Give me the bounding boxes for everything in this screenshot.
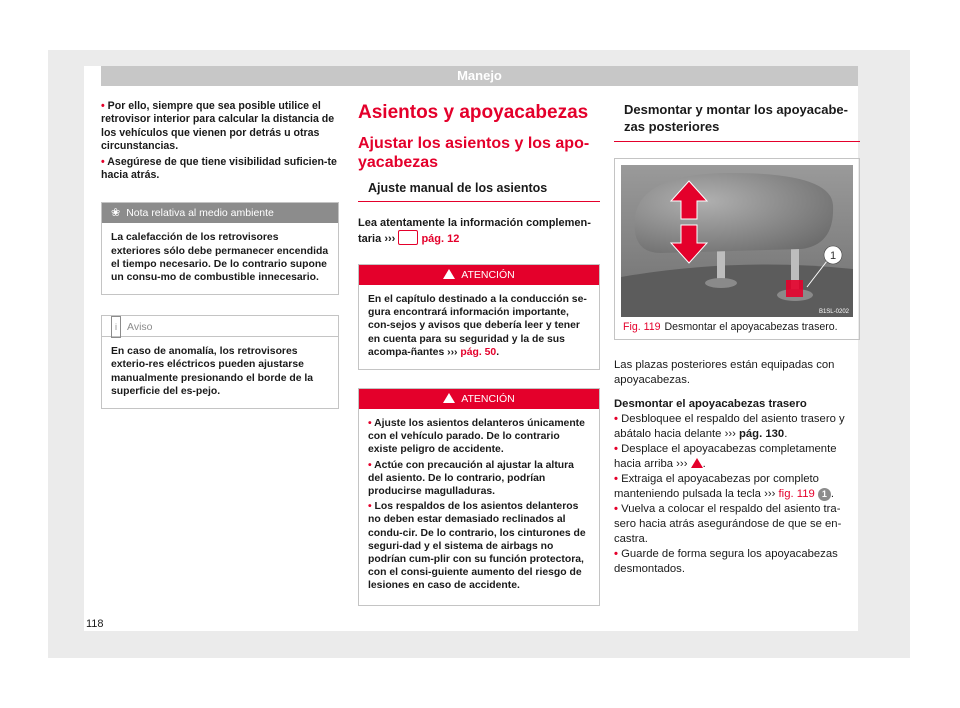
list-item: • Ajuste los asientos delanteros únicamente con el vehículo parado. De lo contrario existe peligro de accidente. (368, 418, 585, 456)
list-item: • Extraiga el apoyacabezas por completo manteniendo pulsada la tecla ››› fig. 119 1 . (614, 473, 835, 500)
notice-box (101, 315, 339, 409)
notice-title: Aviso (127, 321, 153, 334)
running-header: Manejo (101, 66, 858, 86)
section-title: Asientos y apoyacabezas (358, 102, 589, 123)
topic-title: Ajuste manual de los asientos (358, 180, 600, 202)
bullet-icon: • (368, 418, 372, 430)
list-item: • Desplace el apoyacabezas completamente hacia arriba ››› . (614, 443, 837, 470)
warning-icon (443, 269, 455, 279)
subsection-title: Ajustar los asientos y los apo-yacabezas (358, 135, 590, 171)
column-middle (358, 100, 600, 606)
list-item: • Por ello, siempre que sea posible utilice el retrovisor interior para calcular la distancia de los vehículos que vienen por detrás u otras circunstancias. (101, 100, 335, 153)
column-right (614, 100, 860, 577)
procedure-title: Desmontar el apoyacabezas trasero (614, 398, 807, 410)
topic-title: Desmontar y montar los apoyacabe-zas posteriores (614, 101, 860, 142)
page-link[interactable]: pág. 50 (460, 346, 497, 358)
environment-note-text: La calefacción de los retrovisores exteriores sólo debe permanecer encendida el tiempo necesario. De lo contrario supone un consu-mo de combustible innecesario. (111, 232, 329, 284)
bullet-icon: • (101, 100, 105, 112)
page-link[interactable]: pág. 130 (739, 428, 785, 440)
leaf-icon: ❀ (111, 207, 121, 220)
body-text (614, 358, 860, 577)
figure-callout: 1 (829, 250, 837, 262)
bullet-icon: • (614, 473, 618, 485)
book-icon (398, 230, 418, 245)
environment-note-title: Nota relativa al medio ambiente (126, 207, 274, 220)
callout-badge: 1 (818, 488, 831, 501)
bullet-icon: • (368, 459, 372, 471)
page-link[interactable]: pág. 12 (421, 233, 460, 245)
bullet-icon: • (368, 501, 372, 513)
warning-header: ATENCIÓN (359, 389, 599, 409)
notice-text: En caso de anomalía, los retrovisores exterio-res eléctricos pueden ajustarse manualmente presionando el borde de la superficie del es-pejo. (111, 346, 314, 397)
figure-box (614, 158, 860, 340)
column-left (101, 100, 339, 409)
bullet-icon: • (614, 443, 618, 455)
warning-icon (443, 393, 455, 403)
figure-label: Fig. 119 (623, 321, 661, 333)
figure-link[interactable]: fig. 119 (778, 488, 815, 500)
lead-paragraph: Lea atentamente la información complemen-taria ››› pág. 12 (358, 217, 591, 245)
warning-text (359, 409, 599, 605)
environment-note-header (102, 203, 338, 223)
figure-caption: Fig. 119 Desmontar el apoyacabezas trasero. (623, 321, 838, 333)
bullet-icon: • (614, 413, 618, 425)
bullet-icon: • (614, 503, 618, 515)
info-icon: i (111, 316, 121, 338)
intro-paragraph: Las plazas posteriores están equipadas con apoyacabezas. (614, 359, 835, 386)
notice-header (102, 316, 338, 337)
list-item: • Los respaldos de los asientos delanteros no deben estar demasiado reclinados al condu-cir. De lo contrario, los cinturones de seguri-dad y el sistema de airbags no podrían cum-plir con su función protectora, con el consi-guiente aumento del riesgo de lesiones en caso de accidente. (368, 501, 586, 592)
warning-header: ATENCIÓN (359, 265, 599, 285)
environment-note-box (101, 202, 339, 295)
page-number: 118 (86, 618, 104, 630)
bullet-icon: • (614, 548, 618, 560)
headrest-illustration (621, 165, 853, 317)
warning-icon (691, 458, 703, 468)
list-item: • Asegúrese de que tiene visibilidad suficien-te hacia atrás. (101, 155, 337, 182)
list-item: • Guarde de forma segura los apoyacabezas desmontados. (614, 548, 838, 575)
warning-text: En el capítulo destinado a la conducción se-gura encontrará información importante, con-sejos y avisos que debería leer y tener en cuenta para su seguridad y la de sus acompa-ñantes ››› pág. 50. (368, 294, 587, 358)
warning-box (358, 388, 600, 606)
figure-code: B1SL-0202 (818, 309, 849, 315)
list-item: • Vuelva a colocar el respaldo del asiento tra-sero hacia atrás asegurándose de que se en-castra. (614, 503, 842, 545)
list-item: • Actúe con precaución al ajustar la altura del asiento. De lo contrario, podrían producirse magulladuras. (368, 459, 574, 498)
bullet-icon: • (101, 155, 105, 168)
warning-box (358, 264, 600, 370)
list-item: • Desbloquee el respaldo del asiento trasero y abátalo hacia delante ››› pág. 130. (614, 413, 845, 440)
